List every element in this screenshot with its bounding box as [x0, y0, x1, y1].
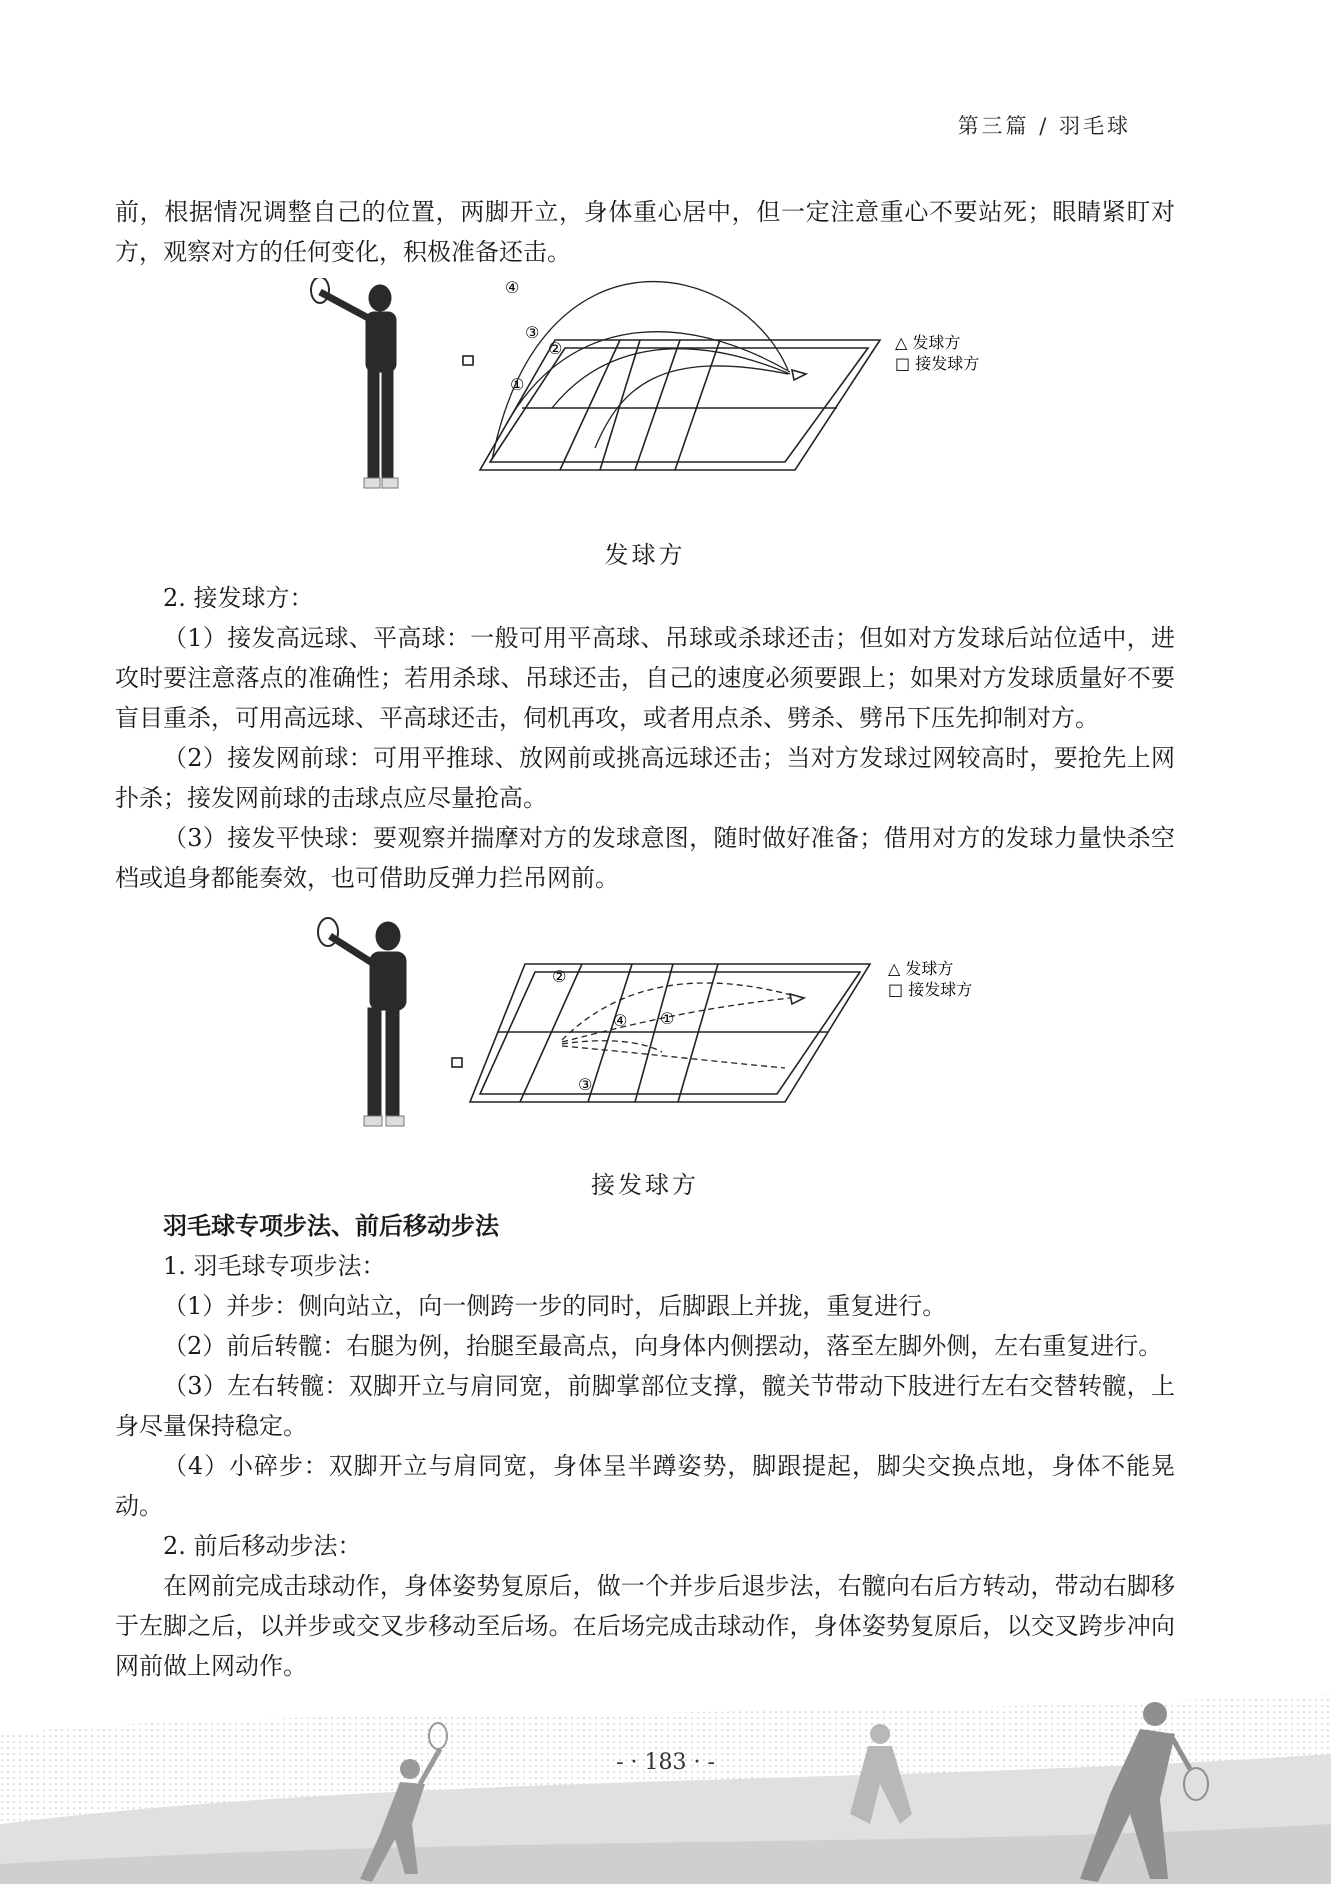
subheading: 1. 羽毛球专项步法：: [163, 1252, 386, 1280]
footwork-paragraph: 在网前完成击球动作，身体姿势复原后，做一个并步后退步法，右髋向右后方转动，带动右脚移于左脚之后，以并步或交叉步移动至后场。在后场完成击球动作，身体姿势复原后，以交叉跨步冲向网前做上网动作。: [115, 1572, 1175, 1680]
intro-paragraph: 前，根据情况调整自己的位置，两脚开立，身体重心居中，但一定注意重心不要站死；眼睛紧盯对方，观察对方的任何变化，积极准备还击。: [115, 198, 1175, 266]
running-header: 第三篇 / 羽毛球: [957, 114, 1131, 138]
player-photo-serve: [311, 278, 398, 488]
figure-caption-receive: 接发球方: [591, 1171, 699, 1199]
legend-receive: □ 接发球方: [895, 354, 980, 373]
footwork-item: （2）前后转髋：右腿为例，抬腿至最高点，向身体内侧摆动，落至左脚外侧，左右重复进行。: [163, 1332, 1163, 1360]
legend-serve: △ 发球方: [895, 333, 961, 352]
subheading: 2. 前后移动步法：: [163, 1532, 362, 1560]
receive-side-figure: [300, 912, 1020, 1152]
route-label: ③: [578, 1075, 593, 1094]
court-diagram-serve: [463, 282, 880, 470]
route-label: ①: [660, 1009, 675, 1028]
footwork-item: （1）并步：侧向站立，向一侧跨一步的同时，后脚跟上并拢，重复进行。: [163, 1292, 947, 1320]
intro-text: [115, 192, 1175, 272]
route-label: ②: [548, 339, 563, 358]
route-label: ①: [510, 375, 525, 394]
figure-caption-serve: 发球方: [604, 541, 686, 569]
section-title: 羽毛球专项步法、前后移动步法: [163, 1212, 499, 1240]
receive-heading: 2. 接发球方：: [163, 584, 314, 612]
footwork-item: （4）小碎步：双脚开立与肩同宽，身体呈半蹲姿势，脚跟提起，脚尖交换点地，身体不能晃动。: [115, 1452, 1175, 1520]
receive-section: [115, 578, 1175, 898]
serve-side-figure: [300, 278, 1020, 528]
page-number: - · 183 · -: [616, 1750, 715, 1775]
footwork-item: （3）左右转髋：双脚开立与肩同宽，前脚掌部位支撑，髋关节带动下肢进行左右交替转髋，上身尽量保持稳定。: [115, 1372, 1175, 1440]
route-label: ④: [613, 1011, 628, 1030]
legend-serve: △ 发球方: [888, 959, 954, 978]
receive-paragraph: （2）接发网前球：可用平推球、放网前或挑高远球还击；当对方发球过网较高时，要抢先上网扑杀；接发网前球的击球点应尽量抢高。: [115, 744, 1175, 812]
receive-paragraph: （1）接发高远球、平高球：一般可用平高球、吊球或杀球还击；但如对方发球后站位适中，进攻时要注意落点的准确性；若用杀球、吊球还击，自己的速度必须要跟上；如果对方发球质量好不要盲目重杀，可用高远球、平高球还击，伺机再攻，或者用点杀、劈杀、劈吊下压先抑制对方。: [115, 624, 1175, 732]
route-label: ③: [525, 323, 540, 342]
route-label: ②: [552, 967, 567, 986]
footer-decoration: [0, 1674, 1331, 1884]
legend-receive: □ 接发球方: [888, 980, 973, 999]
footwork-section: [115, 1206, 1175, 1686]
player-photo-receive: [318, 918, 406, 1126]
route-label: ④: [505, 278, 520, 297]
receive-paragraph: （3）接发平快球：要观察并揣摩对方的发球意图，随时做好准备；借用对方的发球力量快杀空档或追身都能奏效，也可借助反弹力拦吊网前。: [115, 824, 1175, 892]
court-diagram-receive: [452, 964, 870, 1102]
